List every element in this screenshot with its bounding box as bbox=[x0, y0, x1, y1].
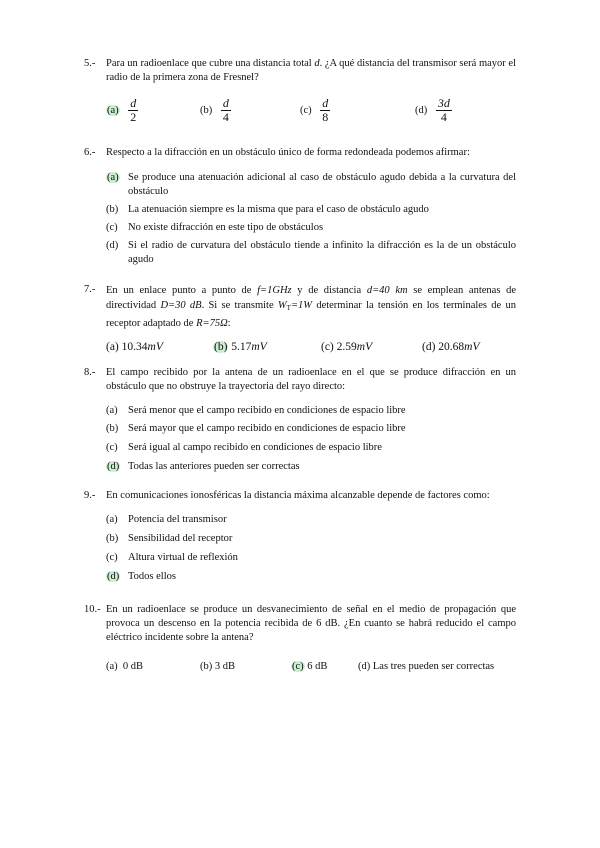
option-b[interactable]: (b) La atenuación siempre es la misma que para el caso de obstáculo agudo bbox=[106, 204, 429, 215]
option-d[interactable]: (d) Las tres pueden ser correctas bbox=[358, 661, 495, 672]
option-c[interactable]: (c) $\frac{d}{8}$ bbox=[300, 96, 329, 124]
option-a[interactable]: (a) Será menor que el campo recibido en condiciones de espacio libre bbox=[106, 405, 406, 416]
option-d[interactable]: (d) Si el radio de curvatura del obstáculo tiende a infinito la difracción es la de un obstáculo agudo bbox=[106, 240, 516, 265]
option-d[interactable]: (d) Todos ellos bbox=[107, 571, 176, 582]
question-stem: En comunicaciones ionosféricas la distancia máxima alcanzable depende de factores como: bbox=[106, 490, 490, 501]
option-c[interactable]: (c) 6 dB bbox=[292, 661, 328, 672]
question-stem: El campo recibido por la antena de un radioenlace en el que se produce difracción en un obstáculo que no obstruye la trayectoria del rayo directo: bbox=[106, 367, 516, 392]
question-number: 5.- bbox=[84, 58, 96, 69]
question-number: 9.- bbox=[84, 490, 96, 501]
question-number: 10.- bbox=[84, 604, 101, 615]
option-a[interactable]: (a) 0 dB bbox=[106, 661, 144, 672]
option-a[interactable]: (a) 10.34mV bbox=[106, 341, 163, 353]
option-a[interactable]: (a) $\frac{d}{2}$ bbox=[107, 96, 137, 124]
question-number: 6.- bbox=[84, 147, 96, 158]
question-stem: En un radioenlace se produce un desvanecimiento de señal en el medio de propagación que provoca un descenso en la potencia recibida de 6 dB. ¿En cuanto se habrá reducido el campo eléctrico incidente sobre la antena? bbox=[106, 604, 516, 643]
question-number: 8.- bbox=[84, 367, 96, 378]
option-d[interactable]: (d) 20.68mV bbox=[422, 341, 480, 353]
question-number: 7.- bbox=[84, 284, 96, 295]
option-b[interactable]: (b) 5.17mV bbox=[214, 341, 267, 353]
option-b[interactable]: (b) $\frac{d}{4}$ bbox=[200, 96, 229, 124]
option-c[interactable]: (c) Será igual al campo recibido en condiciones de espacio libre bbox=[106, 442, 382, 453]
option-b[interactable]: (b) Será mayor que el campo recibido en condiciones de espacio libre bbox=[106, 423, 406, 434]
option-b[interactable]: (b) Sensibilidad del receptor bbox=[106, 533, 233, 544]
question-stem: En un enlace punto a punto de f=1GHz y de distancia d=40 km se emplean antenas de directividad D=30 dB. Si se transmite $W_T=1W$ determinar la tensión en los terminales de un receptor adaptado de R=75Ω: bbox=[106, 285, 516, 329]
question-stem: Respecto a la difracción en un obstáculo único de forma redondeada podemos afirmar: bbox=[106, 147, 470, 158]
option-d[interactable]: (d) $\frac{3d}{4}$ bbox=[415, 96, 450, 124]
option-a[interactable]: (a) Se produce una atenuación adicional al caso de obstáculo agudo debida a la curvatura del obstáculo bbox=[107, 172, 516, 197]
option-d[interactable]: (d) Todas las anteriores pueden ser correctas bbox=[107, 461, 300, 472]
option-c[interactable]: (c) Altura virtual de reflexión bbox=[106, 552, 238, 563]
option-c[interactable]: (c) 2.59mV bbox=[321, 341, 373, 353]
question-stem: Para un radioenlace que cubre una distancia total d. ¿A qué distancia del transmisor será mayor el radio de la primera zona de Fresnel? bbox=[106, 58, 516, 83]
option-c[interactable]: (c) No existe difracción en este tipo de obstáculos bbox=[106, 222, 324, 233]
option-b[interactable]: (b) 3 dB bbox=[200, 661, 236, 672]
option-a[interactable]: (a) Potencia del transmisor bbox=[106, 514, 227, 525]
